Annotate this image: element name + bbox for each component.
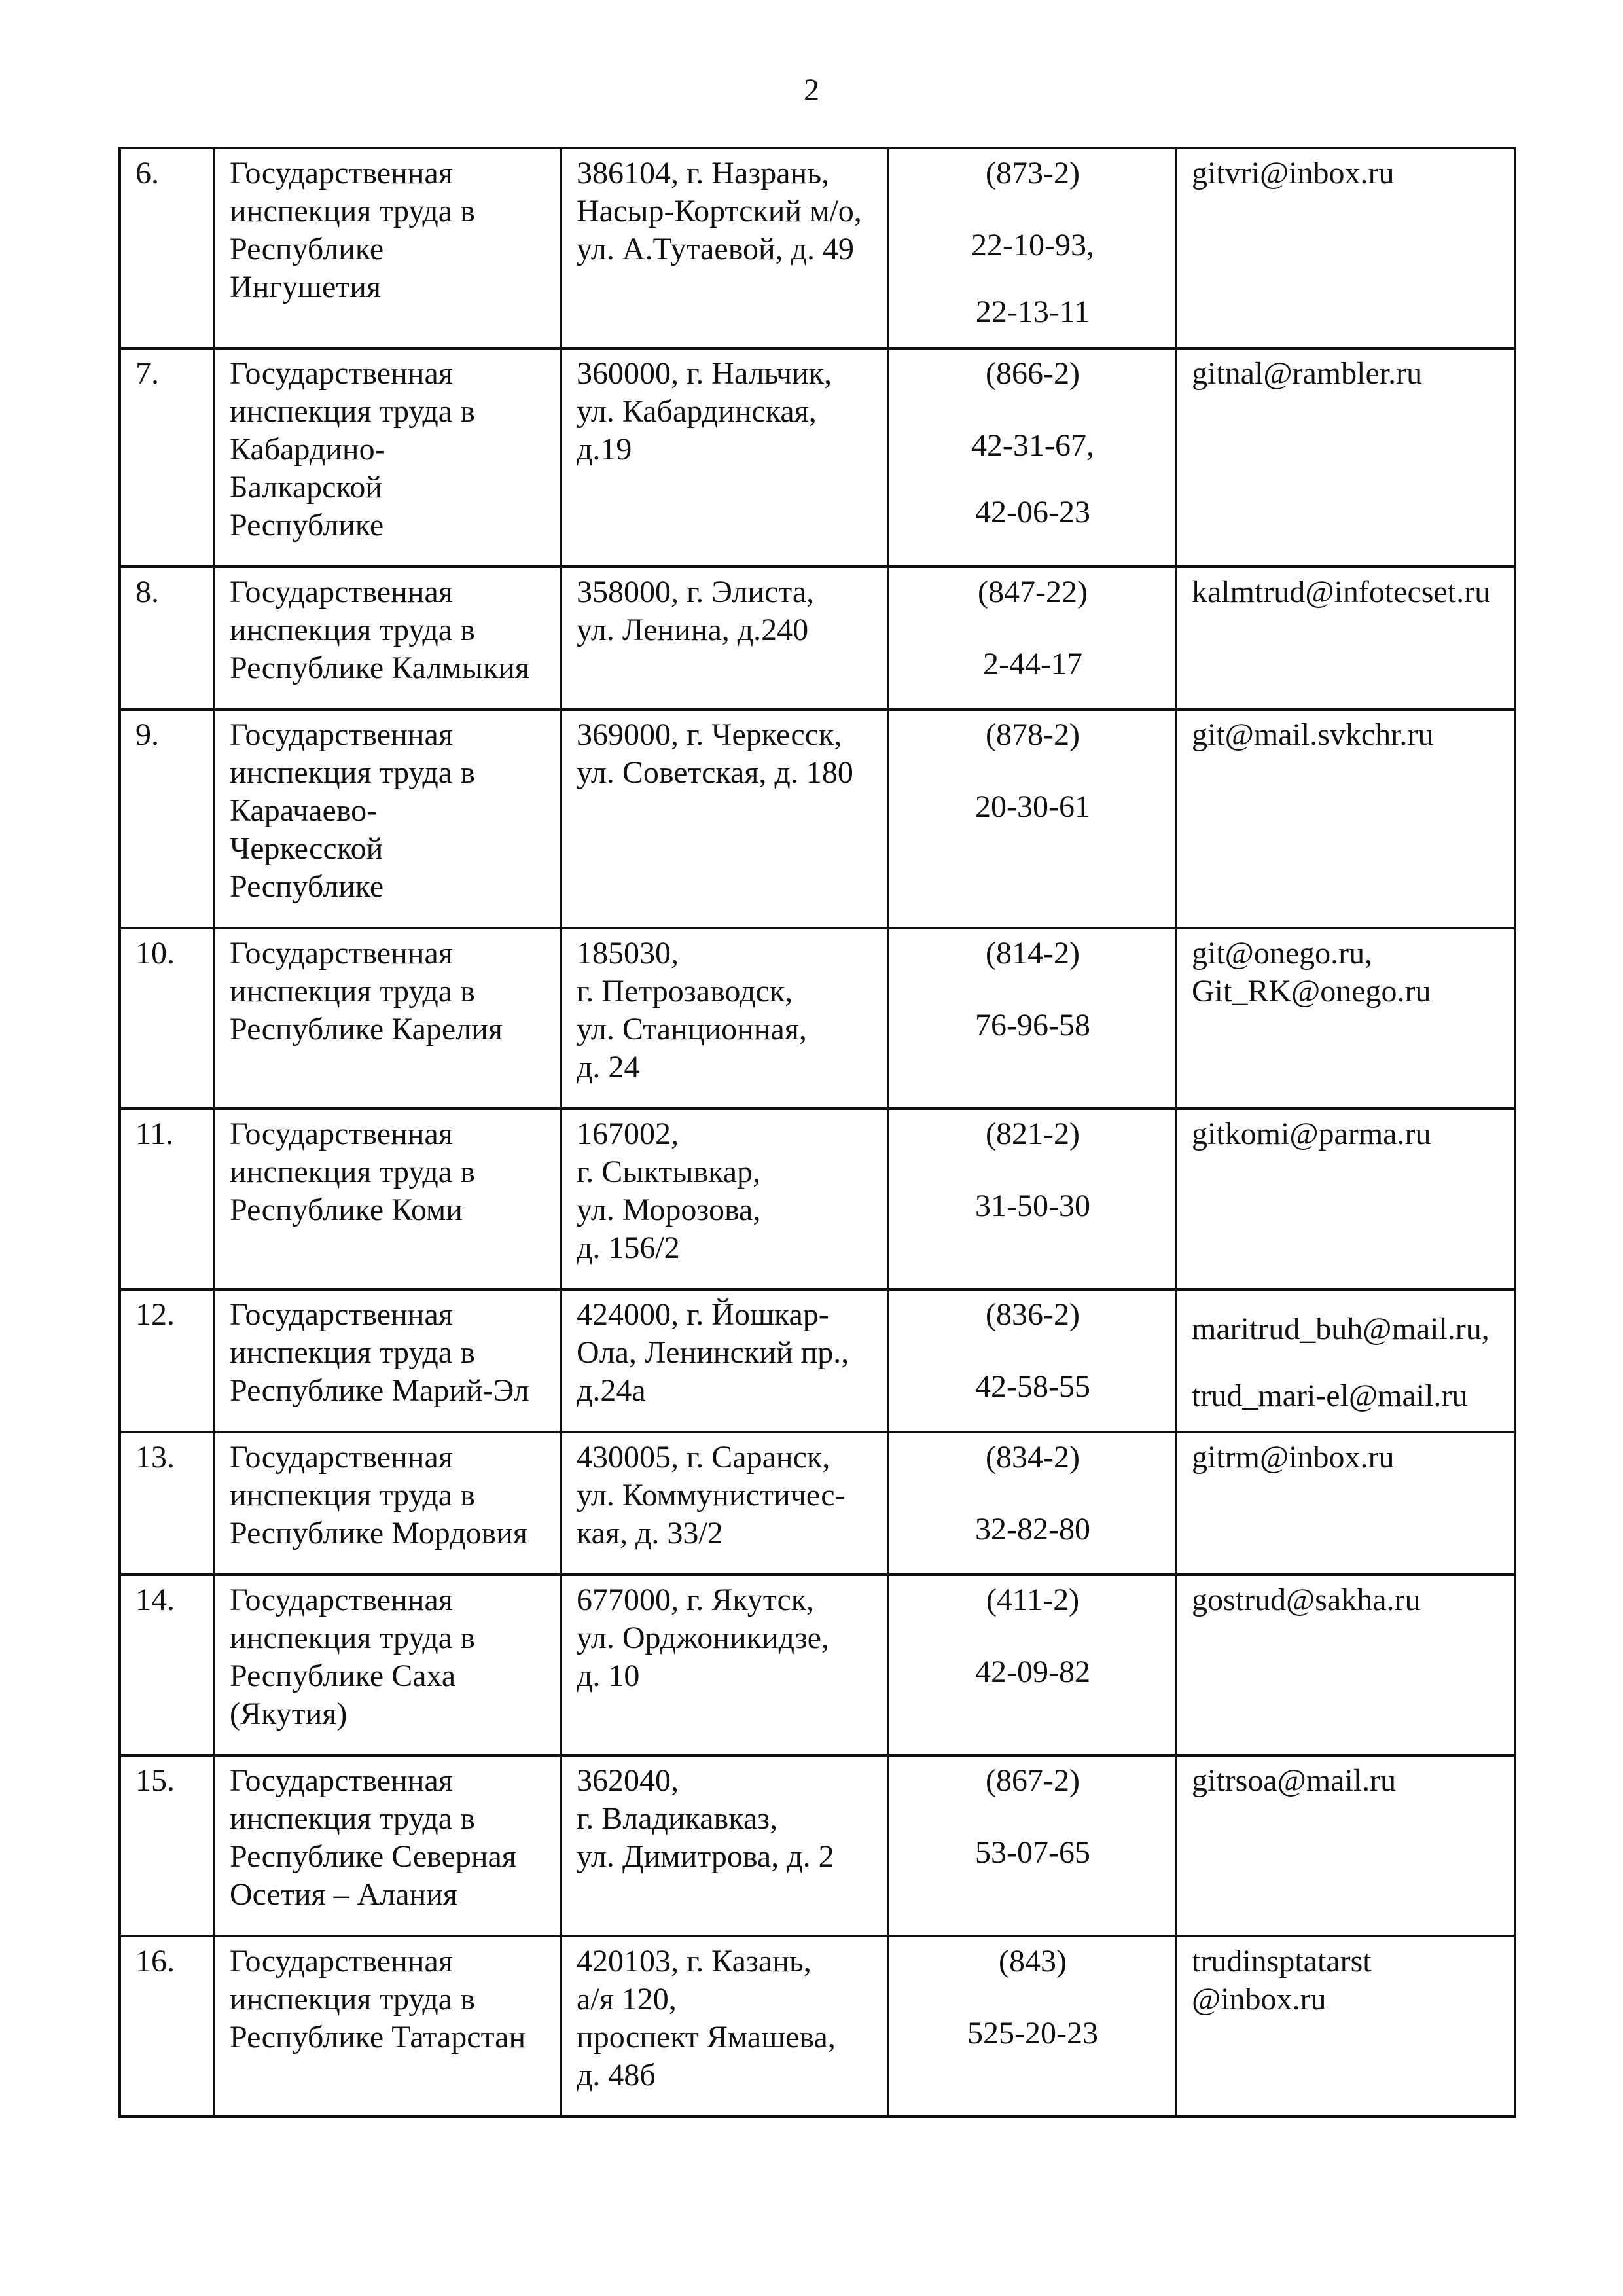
- email: gitnal@rambler.ru: [1176, 348, 1515, 567]
- phone-numbers: 525-20-23: [967, 2016, 1098, 2051]
- phone-numbers: 42-58-55: [975, 1369, 1090, 1404]
- email: gostrud@sakha.ru: [1176, 1575, 1515, 1755]
- table-row: [120, 1432, 1515, 1575]
- email: maritrud_buh@mail.ru, trud_mari-el@mail.ru: [1176, 1289, 1515, 1432]
- row-number: 9.: [120, 709, 214, 928]
- row-number: 7.: [120, 348, 214, 567]
- phone-code: (836-2): [986, 1297, 1080, 1332]
- row-number: 8.: [120, 567, 214, 709]
- row-number: 6.: [120, 148, 214, 348]
- address: 420103, г. Казань, а/я 120, проспект Ямашева, д. 48б: [561, 1936, 888, 2117]
- page-number: 2: [804, 73, 819, 107]
- table-row: [120, 1575, 1515, 1755]
- phone-code: (873-2): [986, 156, 1080, 190]
- phone-cell: [888, 1936, 1176, 2117]
- phone-code: (847-22): [978, 575, 1088, 609]
- address: 360000, г. Нальчик, ул. Кабардинская, д.19: [561, 348, 888, 567]
- row-number: 16.: [120, 1936, 214, 2117]
- phone-numbers: 76-96-58: [975, 1008, 1090, 1043]
- address: 430005, г. Саранск, ул. Коммунистичес- кая, д. 33/2: [561, 1432, 888, 1575]
- phone-numbers: 32-82-80: [975, 1512, 1090, 1547]
- phone-code: (821-2): [986, 1117, 1080, 1151]
- table-row: [120, 709, 1515, 928]
- phone-cell: [888, 1289, 1176, 1432]
- phone-numbers: 22-10-93, 22-13-11: [971, 228, 1094, 329]
- inspection-name: Государственная инспекция труда в Республике Карелия: [214, 928, 561, 1109]
- table-row: [120, 1755, 1515, 1936]
- phone-code: (867-2): [986, 1763, 1080, 1798]
- table-row: [120, 928, 1515, 1109]
- inspection-name: Государственная инспекция труда в Республике Марий-Эл: [214, 1289, 561, 1432]
- phone-cell: [888, 928, 1176, 1109]
- phone-numbers: 2-44-17: [983, 647, 1082, 681]
- row-number: 14.: [120, 1575, 214, 1755]
- phone-numbers: 31-50-30: [975, 1189, 1090, 1223]
- phone-cell: [888, 1755, 1176, 1936]
- phone-cell: [888, 709, 1176, 928]
- inspection-name: Государственная инспекция труда в Республике Мордовия: [214, 1432, 561, 1575]
- email: trudinsptatarst @inbox.ru: [1176, 1936, 1515, 2117]
- address: 424000, г. Йошкар- Ола, Ленинский пр., д.24а: [561, 1289, 888, 1432]
- email: gitrm@inbox.ru: [1176, 1432, 1515, 1575]
- inspection-name: Государственная инспекция труда в Республике Ингушетия: [214, 148, 561, 348]
- address: 369000, г. Черкесск, ул. Советская, д. 180: [561, 709, 888, 928]
- inspection-name: Государственная инспекция труда в Республике Калмыкия: [214, 567, 561, 709]
- email: gitrsoa@mail.ru: [1176, 1755, 1515, 1936]
- inspection-name: Государственная инспекция труда в Республике Саха (Якутия): [214, 1575, 561, 1755]
- phone-numbers: 53-07-65: [975, 1835, 1090, 1870]
- row-number: 12.: [120, 1289, 214, 1432]
- phone-code: (866-2): [986, 356, 1080, 391]
- phone-cell: [888, 567, 1176, 709]
- email: gitkomi@parma.ru: [1176, 1109, 1515, 1289]
- phone-code: (843): [999, 1944, 1067, 1979]
- address: 167002, г. Сыктывкар, ул. Морозова, д. 156/2: [561, 1109, 888, 1289]
- phone-cell: [888, 1432, 1176, 1575]
- row-number: 15.: [120, 1755, 214, 1936]
- phone-cell: [888, 1109, 1176, 1289]
- table-row: [120, 1289, 1515, 1432]
- inspection-registry-table: [118, 147, 1516, 2118]
- inspection-name: Государственная инспекция труда в Республике Татарстан: [214, 1936, 561, 2117]
- address: 358000, г. Элиста, ул. Ленина, д.240: [561, 567, 888, 709]
- inspection-name: Государственная инспекция труда в Кабардино- Балкарской Республике: [214, 348, 561, 567]
- email: kalmtrud@infotecset.ru: [1176, 567, 1515, 709]
- address: 677000, г. Якутск, ул. Орджоникидзе, д. 10: [561, 1575, 888, 1755]
- inspection-name: Государственная инспекция труда в Карачаево- Черкесской Республике: [214, 709, 561, 928]
- email: git@onego.ru, Git_RK@onego.ru: [1176, 928, 1515, 1109]
- table-row: [120, 1109, 1515, 1289]
- table-row: [120, 348, 1515, 567]
- email: git@mail.svkchr.ru: [1176, 709, 1515, 928]
- phone-numbers: 20-30-61: [975, 789, 1090, 824]
- address: 185030, г. Петрозаводск, ул. Станционная, д. 24: [561, 928, 888, 1109]
- email: gitvri@inbox.ru: [1176, 148, 1515, 348]
- table-row: [120, 567, 1515, 709]
- phone-cell: [888, 1575, 1176, 1755]
- row-number: 10.: [120, 928, 214, 1109]
- table-row: [120, 148, 1515, 348]
- inspection-name: Государственная инспекция труда в Республике Северная Осетия – Алания: [214, 1755, 561, 1936]
- address: 386104, г. Назрань, Насыр-Кортский м/о, ул. А.Тутаевой, д. 49: [561, 148, 888, 348]
- phone-cell: [888, 148, 1176, 348]
- phone-code: (834-2): [986, 1440, 1080, 1475]
- phone-numbers: 42-09-82: [975, 1655, 1090, 1689]
- phone-numbers: 42-31-67, 42-06-23: [971, 428, 1094, 529]
- phone-code: (411-2): [986, 1583, 1080, 1617]
- address: 362040, г. Владикавказ, ул. Димитрова, д. 2: [561, 1755, 888, 1936]
- inspection-name: Государственная инспекция труда в Республике Коми: [214, 1109, 561, 1289]
- phone-cell: [888, 348, 1176, 567]
- table-row: [120, 1936, 1515, 2117]
- row-number: 11.: [120, 1109, 214, 1289]
- phone-code: (814-2): [986, 936, 1080, 971]
- row-number: 13.: [120, 1432, 214, 1575]
- phone-code: (878-2): [986, 717, 1080, 752]
